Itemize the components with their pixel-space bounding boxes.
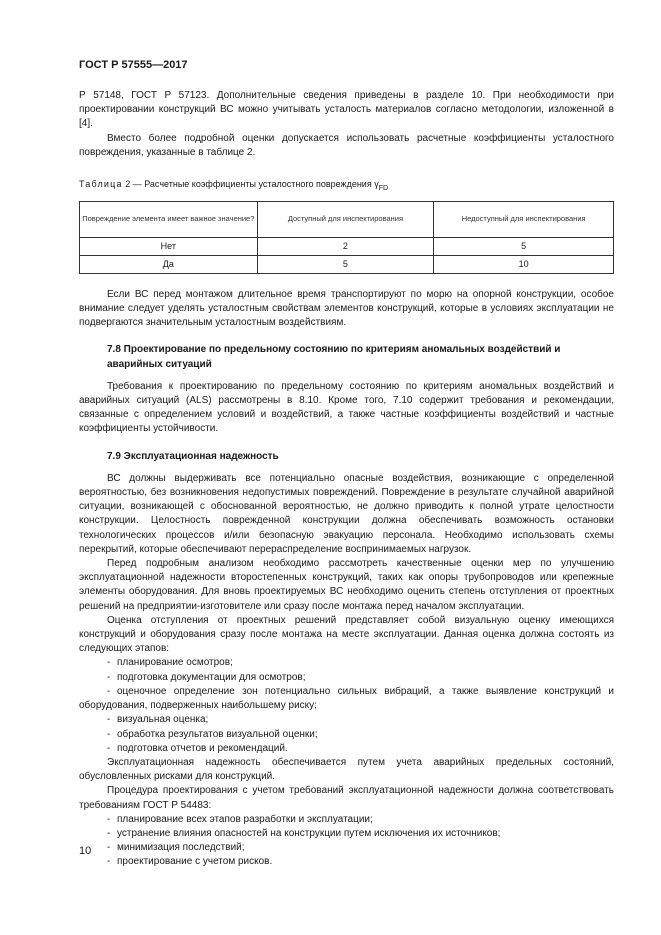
- list-item: - визуальная оценка;: [107, 714, 209, 726]
- table-header-cell: Недоступный для инспектирования: [434, 201, 614, 237]
- paragraph-continuation: Р 57148, ГОСТ Р 57123. Дополнительные сведения приведены в разделе 10. При необходимости при проектировании конструкций ВС можно учитывать усталость материалов согласно методологии, изложенной в [4].: [79, 90, 614, 130]
- list-item: - устранение влияния опасностей на конструкции путем исключения их источников;: [107, 827, 501, 839]
- assessment-stages-list: [79, 656, 614, 755]
- table-cell: Да: [80, 255, 258, 273]
- paragraph-accidental-limit: Эксплуатационная надежность обеспечивается путем учета аварийных предельных состояний, обусловленных рисками для конструкций.: [79, 756, 614, 783]
- list-item: - проектирование с учетом рисков.: [107, 856, 273, 868]
- table-cell: 10: [434, 255, 614, 273]
- section-heading-7-9: 7.9 Эксплуатационная надежность: [107, 450, 279, 462]
- list-item: - обработка результатов визуальной оценки;: [107, 728, 318, 740]
- table-cell: Нет: [80, 237, 258, 255]
- list-item: - подготовка документации для осмотров;: [107, 671, 306, 683]
- table-caption-label: Таблица: [79, 179, 123, 190]
- list-item: - планирование осмотров;: [107, 657, 233, 669]
- table-caption-text: 2 — Расчетные коэффициенты усталостного повреждения γ: [125, 179, 379, 190]
- fatigue-factor-table: [79, 201, 614, 274]
- table-cell: 2: [257, 237, 434, 255]
- table-caption-subscript: FD: [378, 184, 389, 192]
- table-row: [80, 255, 614, 273]
- paragraph-als: Требования к проектированию по предельному состоянию по критериям аномальных воздействий и аварийных ситуаций (ALS) рассмотрены в 8.10. Кроме того, 7.10 содержит требования и рекомендации, связанные с определением условий и воздействий, а также частные коэффициенты воздействий и частные коэффициенты устойчивости.: [79, 380, 614, 435]
- table-row: [80, 237, 614, 255]
- paragraph-deviation-assessment: Оценка отступления от проектных решений представляет собой визуальную оценку имеющихся конструкций и оборудования сразу после монтажа на месте эксплуатации. Данная оценка должна состоять из следующих этапов:: [79, 614, 614, 655]
- page-number: 10: [79, 845, 92, 857]
- table-cell: 5: [434, 237, 614, 255]
- section-heading-7-8: 7.8 Проектирование по предельному состоянию по критериям аномальных воздействий и аварийных ситуаций: [107, 344, 561, 370]
- paragraph-design-procedure: Процедура проектирования с учетом требований эксплуатационной надежности должна соответствовать требованиям ГОСТ Р 54483:: [79, 785, 614, 811]
- paragraph-robustness: ВС должны выдерживать все потенциально опасные воздействия, возникающие с определенной вероятностью, без возникновения недопустимых повреждений. Повреждение в результате случайной аварийной ситуации, возникающей с обоснованной вероятностью, не должно приводить к полной утрате целостности конструкции. Целостность поврежденной конструкции должна обеспечивать возможность остановки технологических процессов и/или безопасную эвакуацию персонала. Необходимо использовать схемы перекрытий, которые обеспечивают перераспределение воспринимаемых нагрузок.: [79, 472, 614, 555]
- list-item: - минимизация последствий;: [107, 842, 245, 854]
- table-cell: 5: [257, 255, 434, 273]
- table-header-cell: Повреждение элемента имеет важное значение?: [80, 201, 258, 237]
- design-procedure-list: [79, 813, 614, 870]
- list-item: - подготовка отчетов и рекомендаций.: [107, 742, 288, 754]
- page-content: [79, 89, 614, 870]
- table-header-row: [80, 201, 614, 237]
- list-item: - оценочное определение зон потенциально сильных вибраций, а также выявление конструкций и оборудования, подверженных наибольшему риску;: [79, 685, 614, 712]
- paragraph-qualitative-assessment: Перед подробным анализом необходимо рассмотреть качественные оценки мер по улучшению эксплуатационной надежности второстепенных конструкций, таких как опоры трубопроводов или крепежные элементы оборудования. Для вновь проектируемых ВС необходимо оценить степень отступления от проектных решений на предприятии-изготовителе или сразу после монтажа перед началом эксплуатации.: [79, 558, 614, 612]
- list-item: - планирование всех этапов разработки и эксплуатации;: [107, 813, 373, 825]
- table-caption: [79, 178, 614, 195]
- paragraph-alternative-assessment: Вместо более подробной оценки допускается использовать расчетные коэффициенты усталостного повреждения, указанные в таблице 2.: [79, 132, 614, 158]
- table-header-cell: Доступный для инспектирования: [257, 201, 434, 237]
- paragraph-transport: Если ВС перед монтажом длительное время транспортируют по морю на опорной конструкции, особое внимание следует уделять усталостным свойствам элементов конструкций, которые в условиях эксплуатации не подвергаются значительным усталостным воздействиям.: [79, 288, 614, 329]
- document-header: ГОСТ Р 57555—2017: [79, 59, 188, 71]
